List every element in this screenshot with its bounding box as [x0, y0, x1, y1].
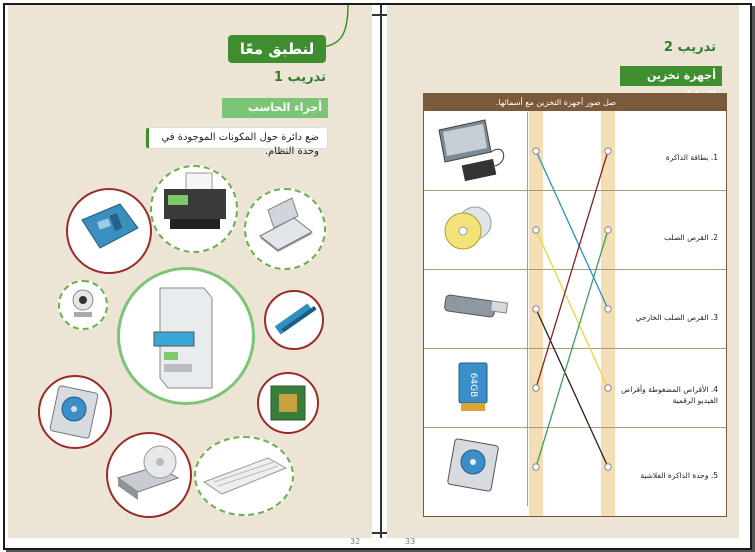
row-4-label: 4. الأقراص المضغوطة وأقراص الفيديو الرقمية — [621, 385, 718, 405]
decorative-curve — [320, 5, 360, 50]
badge-title: لنطبق معًا — [228, 35, 326, 63]
exercise-title-2: تدريب 2 — [663, 40, 716, 55]
label-dot-2[interactable] — [605, 227, 611, 233]
system-unit-item[interactable] — [117, 267, 255, 405]
memory-card-label: 64GB — [468, 372, 478, 398]
match-line-5 — [536, 230, 608, 467]
label-dot-5[interactable] — [605, 464, 611, 470]
processor-cpu-icon — [259, 374, 317, 432]
matching-lines — [424, 94, 726, 516]
row-1-label: 1. بطاقة الذاكرة — [665, 153, 718, 162]
section-label: أجزاء الحاسب — [222, 98, 328, 118]
image-dot-4[interactable] — [533, 385, 539, 391]
label-dot-3[interactable] — [605, 306, 611, 312]
processor-item[interactable] — [257, 372, 319, 434]
matching-table — [423, 93, 727, 517]
image-dot-3[interactable] — [533, 306, 539, 312]
hard-disk-icon — [40, 377, 110, 447]
system-unit-icon — [120, 270, 252, 402]
keyboard-icon — [196, 438, 292, 514]
webcam-icon — [60, 282, 106, 328]
scanner-icon — [246, 190, 324, 268]
printer-item[interactable] — [150, 165, 238, 253]
scanner-item[interactable] — [244, 188, 326, 270]
match-line-3 — [536, 309, 608, 467]
row-3-label: 3. القرص الصلب الخارجي — [635, 313, 718, 322]
section-label-2: أجهزة تخزين — [620, 66, 722, 86]
exercise-title: تدريب 1 — [273, 70, 326, 85]
memory-ram-icon — [266, 292, 322, 348]
motherboard-item[interactable] — [66, 188, 152, 274]
page-number-right: 33 — [405, 537, 416, 546]
row-2-label: 2. القرص الصلب — [663, 233, 718, 242]
motherboard-icon — [68, 190, 150, 272]
book-spine — [380, 5, 382, 538]
image-dot-5[interactable] — [533, 464, 539, 470]
hard-disk-item[interactable] — [38, 375, 112, 449]
image-dot-2[interactable] — [533, 227, 539, 233]
printer-icon — [152, 167, 236, 251]
label-dot-4[interactable] — [605, 385, 611, 391]
match-line-2 — [536, 230, 608, 388]
match-line-4 — [536, 151, 608, 388]
memory-item[interactable] — [264, 290, 324, 350]
image-dot-1[interactable] — [533, 148, 539, 154]
keyboard-item[interactable] — [194, 436, 294, 516]
page-number-left: 32 — [350, 537, 361, 546]
row-5-label: 5. وحدة الذاكرة الفلاشية — [640, 471, 718, 480]
webcam-item[interactable] — [58, 280, 108, 330]
match-line-1 — [536, 151, 608, 309]
optical-drive-icon — [108, 434, 190, 516]
table-header-text: صل صور أجهزة التخزين مع أسمائها. — [495, 98, 616, 107]
optical-drive-item[interactable] — [106, 432, 192, 518]
label-dot-1[interactable] — [605, 148, 611, 154]
instruction-text: ضع دائرة حول المكونات الموجودة في وحدة النظام. — [146, 128, 327, 148]
